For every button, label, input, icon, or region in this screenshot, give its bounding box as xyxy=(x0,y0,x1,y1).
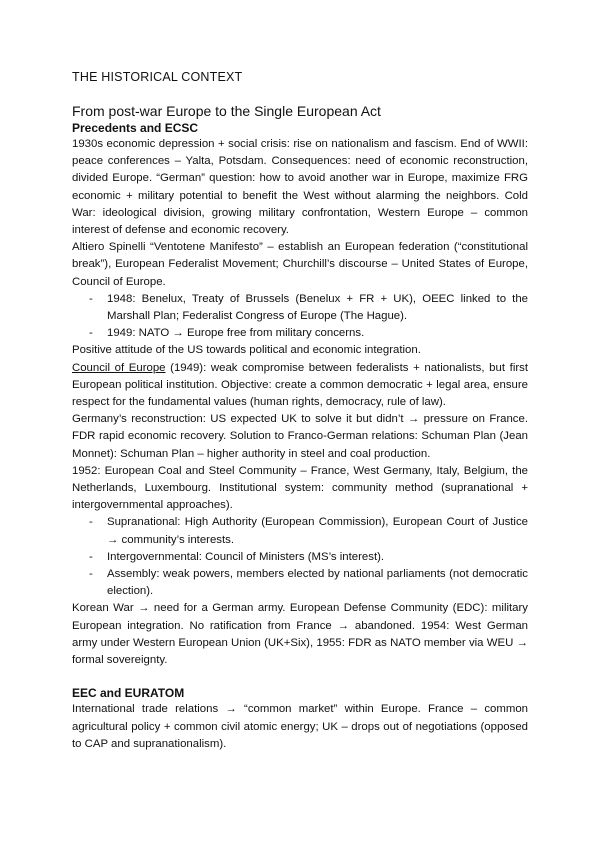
paragraph-text: (1949): weak compromise between federalists + nationalists, but first European political institution. Objective: create a common democratic + legal area, ensure respect for the fundamental values (human rights, democracy, rule of law). xyxy=(72,361,528,409)
list-item-text: Intergovernmental: Council of Ministers (MS’s interest). xyxy=(107,550,385,563)
paragraph: Altiero Spinelli “Ventotene Manifesto” – establish an European federation (“constitutional break”), European Federalist Movement; Churchill’s discourse – United States of Europe, Council of Europe. xyxy=(72,241,528,288)
subheading-precedents-ecsc: Precedents and ECSC xyxy=(72,121,199,135)
dash-bullet: - xyxy=(89,568,93,581)
paragraph: Positive attitude of the US towards political and economic integration. xyxy=(72,344,421,357)
paragraph xyxy=(72,360,528,412)
paragraph: International trade relations → “common market” within Europe. France – common agricultural policy + common civil atomic energy; UK – drops out of negotiations (opposed to CAP and supranationalism). xyxy=(72,703,528,750)
document-page xyxy=(72,70,528,753)
bullet-list xyxy=(72,514,528,600)
paragraph: Korean War → need for a German army. European Defense Community (EDC): military European integration. No ratification from France → abandoned. 1954: West German army under Western European Union (UK+Six), 1955: FDR as NATO member via WEU → formal sovereignty. xyxy=(72,602,528,667)
dash-bullet: - xyxy=(89,292,93,305)
spacer xyxy=(72,669,528,685)
document-title: THE HISTORICAL CONTEXT xyxy=(72,70,243,84)
list-item xyxy=(72,291,528,325)
dash-bullet: - xyxy=(89,327,93,340)
list-item-text: 1948: Benelux, Treaty of Brussels (Benelux + FR + UK), OEEC linked to the Marshall Plan; Federalist Congress of Europe (The Hague). xyxy=(107,292,528,323)
council-of-europe-link[interactable]: Council of Europe xyxy=(72,361,166,374)
paragraph: 1952: European Coal and Steel Community – France, West Germany, Italy, Belgium, the Netherlands, Luxembourg. Institutional system: community method (supranational + intergovernmental approaches). xyxy=(72,464,528,512)
paragraph: 1930s economic depression + social crisis: rise on nationalism and fascism. End of WWII: peace conferences – Yalta, Potsdam. Consequences: need of economic reconstruction, divided Europe. “German” question: how to avoid another war in Europe, maximize FRG economic + military potential to benefit the West without alarming the neighbors. Cold War: ideological division, growing military confrontation, Western Europe – common interest of defense and economic recovery. xyxy=(72,138,528,237)
list-item xyxy=(72,325,528,342)
section-title: From post-war Europe to the Single European Act xyxy=(72,103,381,119)
list-item-text: Assembly: weak powers, members elected by national parliaments (not democratic election). xyxy=(107,568,528,598)
subheading-eec-euratom: EEC and EURATOM xyxy=(72,686,185,701)
list-item-text: Supranational: High Authority (European Commission), European Court of Justice → community’s interests. xyxy=(107,516,528,546)
paragraph: Germany’s reconstruction: US expected UK to solve it but didn’t → pressure on France. FDR rapid economic recovery. Solution to Franco-German relations: Schuman Plan (Jean Monnet): Schuman Plan – higher authority in steel and coal production. xyxy=(72,413,528,460)
dash-bullet: - xyxy=(89,516,93,529)
list-item xyxy=(72,566,528,600)
dash-bullet: - xyxy=(89,550,93,563)
list-item xyxy=(72,549,528,566)
list-item xyxy=(72,514,528,548)
list-item-text: 1949: NATO → Europe free from military concerns. xyxy=(107,327,365,340)
bullet-list xyxy=(72,291,528,343)
